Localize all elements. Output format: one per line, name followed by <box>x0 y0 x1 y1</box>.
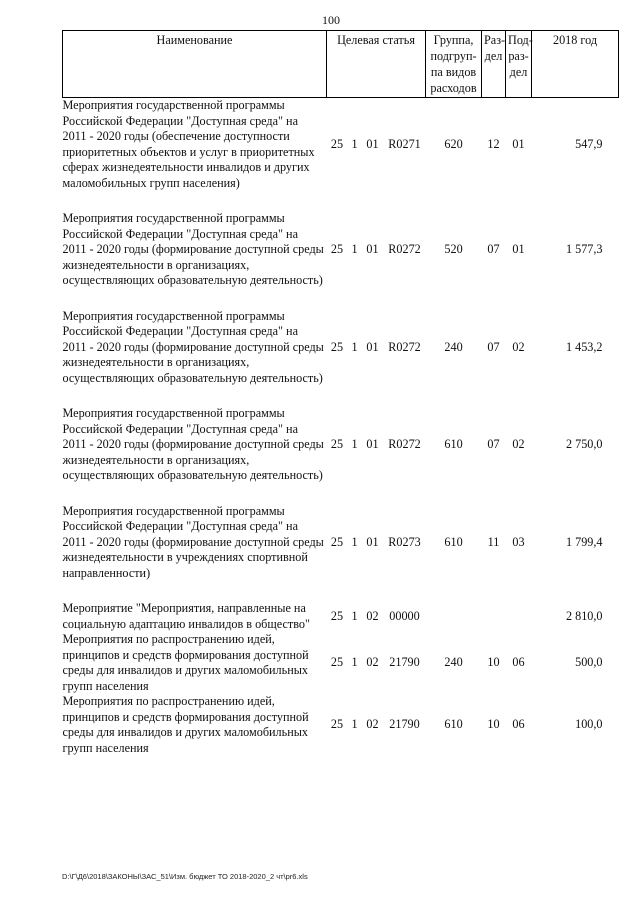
target-code-subprogram-cell: 1 <box>351 136 358 151</box>
row-name-cell: Мероприятия государственной программы Российской Федерации "Доступная среда" на 2011 - 2020 годы (формирование доступной среды жизнедеятельности в организациях, осуществляющих образовательную деятельность) <box>62 406 324 482</box>
target-code-event-cell: 01 <box>366 534 379 549</box>
podrazdel-cell <box>506 601 532 632</box>
expense-group-cell <box>426 601 482 632</box>
row-name-cell: Мероприятия государственной программы Российской Федерации "Доступная среда" на 2011 - 2020 годы (формирование доступной среды жизнедеятельности в организациях, осуществляющих образовательную деятельность) <box>62 308 324 385</box>
row-spacer <box>63 581 619 601</box>
amount-2018-cell: 1 453,2 <box>565 339 603 354</box>
row-spacer-cell <box>63 386 619 406</box>
row-spacer-cell <box>63 581 619 601</box>
target-code-subprogram-cell: 1 <box>351 717 358 732</box>
target-code-direction-cell: R0272 <box>388 242 421 256</box>
target-code-program-cell: 25 <box>330 136 344 151</box>
table-row <box>63 632 619 694</box>
row-name-cell: Мероприятия государственной программы Российской Федерации "Доступная среда" на 2011 - 2020 годы (обеспечение доступности приоритетных объектов и услуг в приоритетных сферах жизнедеятельности инвалидов и других маломобильных групп населения) <box>62 98 315 190</box>
razdel-cell: 10 <box>487 655 500 670</box>
razdel-cell: 07 <box>487 242 500 256</box>
target-code-program-cell: 25 <box>330 717 344 732</box>
razdel-cell: 07 <box>487 339 500 354</box>
target-code-direction-cell: 00000 <box>389 608 420 623</box>
target-code-event-cell: 01 <box>366 339 379 354</box>
razdel-cell: 10 <box>487 717 500 732</box>
target-code-direction-cell: R0272 <box>388 437 421 451</box>
amount-2018-cell: 1 799,4 <box>565 534 603 549</box>
expense-group-cell: 610 <box>444 437 463 451</box>
podrazdel-cell: 06 <box>512 717 525 732</box>
target-code-event-cell: 01 <box>366 136 379 151</box>
podrazdel-cell: 03 <box>512 534 525 549</box>
podrazdel-cell: 01 <box>512 136 525 151</box>
target-code-event-cell: 01 <box>366 437 379 451</box>
target-code-program-cell: 25 <box>330 608 344 623</box>
razdel-cell: 07 <box>487 437 500 451</box>
target-code-event-cell: 02 <box>366 608 379 623</box>
target-code-event-cell: 02 <box>366 655 379 670</box>
target-code-event-cell: 02 <box>366 717 379 732</box>
header-target-article: Целевая статья <box>327 31 426 98</box>
table-row <box>63 694 619 756</box>
row-spacer <box>63 191 619 211</box>
podrazdel-cell: 02 <box>512 437 525 451</box>
target-code-program-cell: 25 <box>330 339 344 354</box>
header-podrazdel: Под-раз-дел <box>506 31 532 98</box>
amount-2018-cell: 2 810,0 <box>565 608 603 623</box>
amount-2018-cell: 100,0 <box>575 717 603 732</box>
row-spacer-cell <box>63 484 619 504</box>
expense-group-cell: 520 <box>444 242 463 256</box>
amount-2018-cell: 547,9 <box>575 136 603 151</box>
table-header-row <box>63 31 619 98</box>
target-code-event-cell: 01 <box>366 242 379 256</box>
podrazdel-cell: 06 <box>512 655 525 670</box>
razdel-cell: 12 <box>487 136 500 151</box>
header-year-2018: 2018 год <box>532 31 619 98</box>
table-body <box>63 98 619 757</box>
target-code-direction-cell: R0271 <box>388 136 421 151</box>
expense-group-cell: 610 <box>444 534 463 549</box>
table-row <box>63 504 619 582</box>
row-name-cell: Мероприятия по распространению идей, принципов и средств формирования доступной среды для инвалидов и других маломобильных групп населения <box>62 694 309 755</box>
row-name-cell: Мероприятие "Мероприятия, направленные на социальную адаптацию инвалидов в общество" <box>62 601 310 631</box>
row-name-cell: Мероприятия по распространению идей, принципов и средств формирования доступной среды для инвалидов и других маломобильных групп населения <box>62 632 309 693</box>
table-row <box>63 406 619 484</box>
target-code-direction-cell: R0273 <box>388 534 421 549</box>
header-razdel: Раз-дел <box>482 31 506 98</box>
podrazdel-cell: 02 <box>512 339 525 354</box>
target-code-subprogram-cell: 1 <box>351 242 358 256</box>
target-code-subprogram-cell: 1 <box>351 534 358 549</box>
table-row <box>63 98 619 192</box>
target-code-program-cell: 25 <box>330 534 344 549</box>
razdel-cell: 11 <box>487 534 500 549</box>
row-spacer <box>63 289 619 309</box>
row-spacer-cell <box>63 289 619 309</box>
amount-2018-cell: 1 577,3 <box>565 242 603 256</box>
target-code-subprogram-cell: 1 <box>351 655 358 670</box>
target-code-subprogram-cell: 1 <box>351 608 358 623</box>
target-code-direction-cell: R0272 <box>388 339 421 354</box>
budget-table <box>62 30 619 756</box>
header-expense-group: Группа, подгруп-па видов расходов <box>426 31 482 98</box>
row-name-cell: Мероприятия государственной программы Российской Федерации "Доступная среда" на 2011 - 2020 годы (формирование доступной среды жизнедеятельности в организациях, осуществляющих образовательную деятельность) <box>62 211 324 287</box>
expense-group-cell: 240 <box>444 339 463 354</box>
target-code-program-cell: 25 <box>330 242 344 256</box>
target-code-program-cell: 25 <box>330 655 344 670</box>
page-number: 100 <box>322 13 340 27</box>
amount-2018-cell: 2 750,0 <box>565 437 603 451</box>
razdel-cell <box>482 601 506 632</box>
header-name: Наименование <box>63 31 327 98</box>
row-spacer <box>63 386 619 406</box>
expense-group-cell: 240 <box>444 655 463 670</box>
target-code-direction-cell: 21790 <box>389 717 420 732</box>
table-row <box>63 601 619 632</box>
podrazdel-cell: 01 <box>512 242 525 256</box>
target-code-program-cell: 25 <box>330 437 344 451</box>
amount-2018-cell: 500,0 <box>575 655 603 670</box>
table-row <box>63 211 619 289</box>
expense-group-cell: 610 <box>444 717 463 732</box>
target-code-direction-cell: 21790 <box>389 655 420 670</box>
target-code-subprogram-cell: 1 <box>351 437 358 451</box>
expense-group-cell: 620 <box>444 136 463 151</box>
table-row <box>63 309 619 387</box>
row-name-cell: Мероприятия государственной программы Российской Федерации "Доступная среда" на 2011 - 2020 годы (формирование доступной среды жизнедеятельности в учреждениях спортивной направленности) <box>62 503 324 580</box>
footer-file-path: D:\Г\Д6\2018\ЗАКОНЫ\ЗАС_51\Изм. бюджет ТО 2018-2020_2 чт\pr6.xls <box>62 872 308 881</box>
row-spacer <box>63 484 619 504</box>
target-code-subprogram-cell: 1 <box>351 339 358 354</box>
row-spacer-cell <box>63 191 619 211</box>
